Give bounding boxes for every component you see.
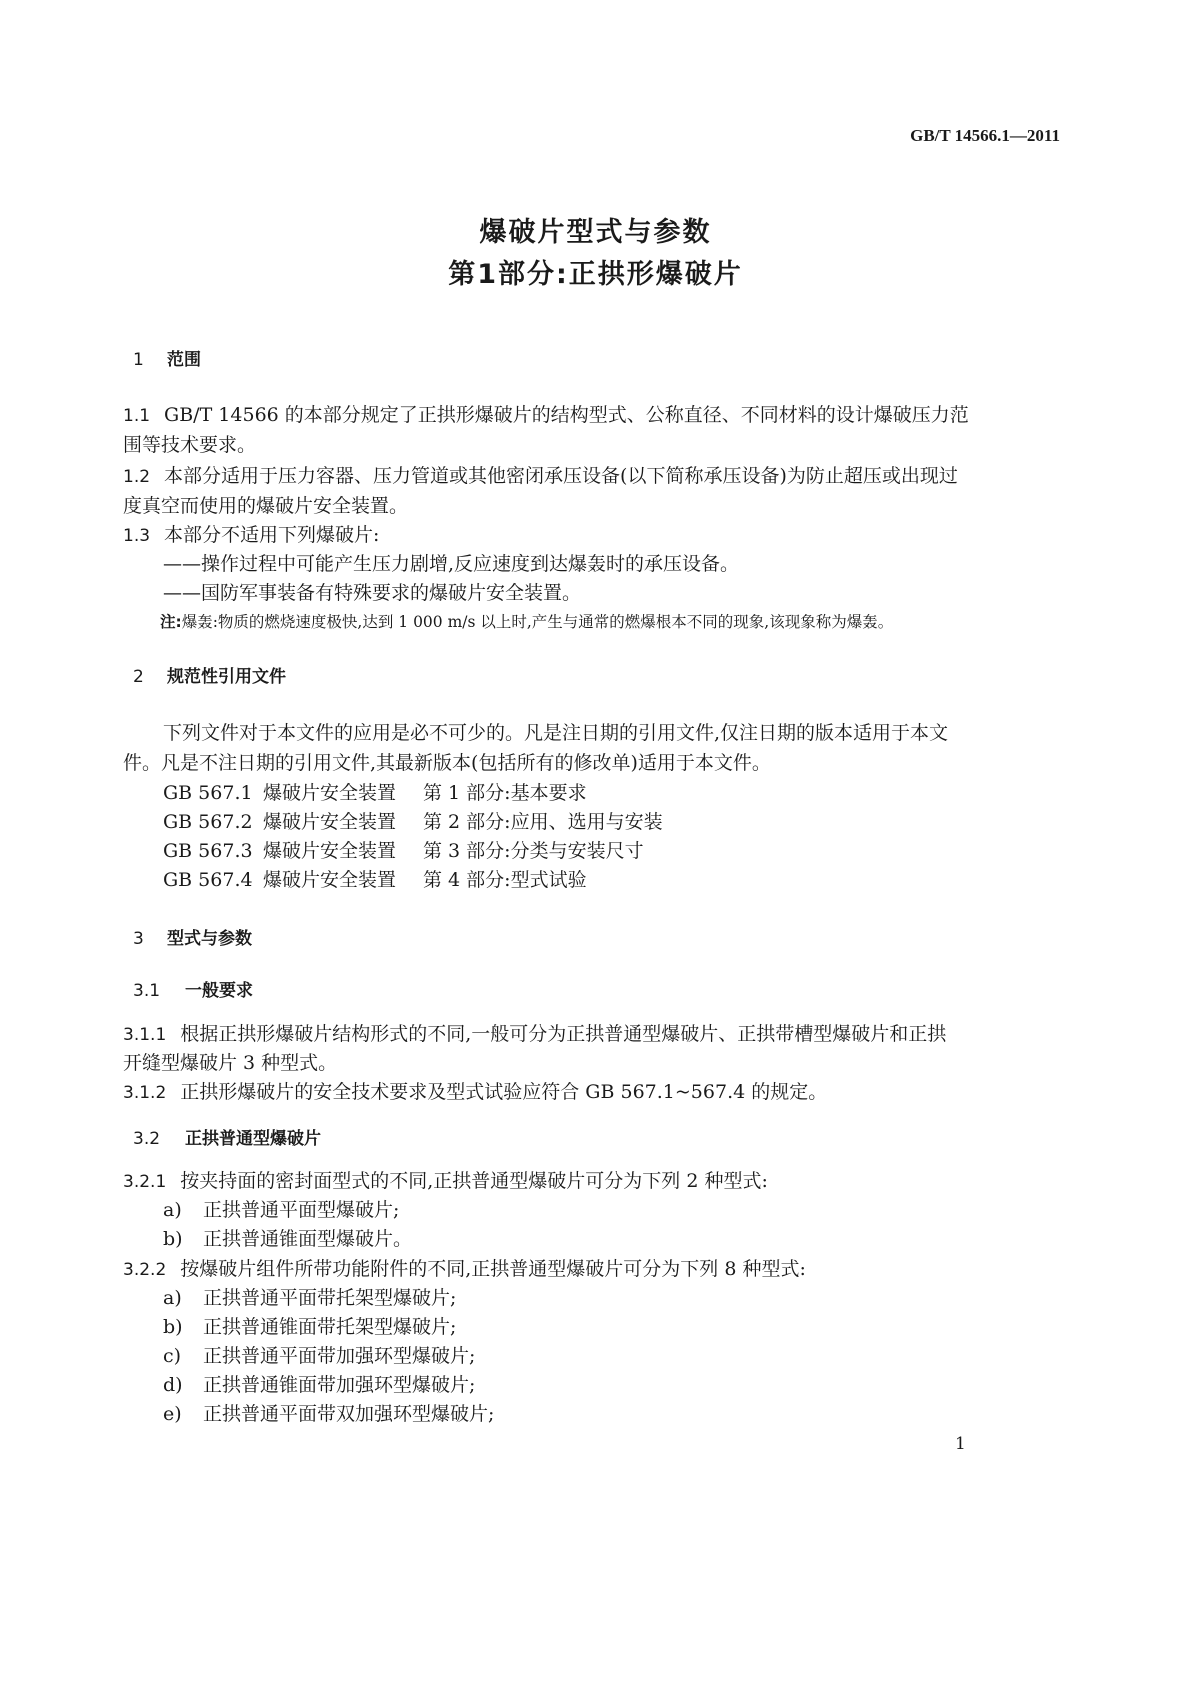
clause-text: 根据正拱形爆破片结构形式的不同,一般可分为正拱普通型爆破片、正拱带槽型爆破片和正拱 — [180, 1023, 947, 1045]
list-text: 正拱普通锥面带托架型爆破片; — [203, 1316, 457, 1338]
document-subtitle: 第1部分:正拱形爆破片 — [448, 259, 743, 290]
clause-3-2-2 — [123, 1254, 806, 1281]
document-title: 爆破片型式与参数 — [479, 217, 712, 248]
subsection-title: 正拱普通型爆破片 — [185, 1129, 321, 1149]
list-label: e) — [163, 1403, 182, 1425]
section-title: 规范性引用文件 — [167, 667, 286, 687]
clause-3-1-2 — [123, 1077, 827, 1104]
note — [160, 610, 893, 632]
references-intro-line1: 下列文件对于本文件的应用是必不可少的。凡是注日期的引用文件,仅注日期的版本适用于本文 — [163, 722, 949, 744]
list-label: b) — [163, 1228, 183, 1250]
clause-text: 按爆破片组件所带功能附件的不同,正拱普通型爆破片可分为下列 8 种型式: — [180, 1258, 806, 1280]
reference-code: GB 567.1 — [163, 782, 253, 804]
list-item — [163, 1399, 494, 1426]
subsection-3-2-heading — [133, 1124, 321, 1149]
clause-text: 本部分不适用下列爆破片: — [164, 524, 380, 546]
reference-part: 第 2 部分:应用、选用与安装 — [423, 811, 663, 833]
list-item — [163, 1283, 456, 1310]
clause-number: 1.1 — [123, 406, 151, 426]
subsection-3-1-heading — [133, 976, 253, 1001]
list-item — [163, 1312, 456, 1339]
reference-name: 爆破片安全装置 — [263, 782, 397, 804]
list-item — [163, 1370, 475, 1397]
page-number: 1 — [955, 1434, 966, 1454]
reference-name: 爆破片安全装置 — [263, 811, 397, 833]
list-label: a) — [163, 1199, 182, 1221]
note-label: 注: — [160, 613, 182, 631]
reference-code: GB 567.4 — [163, 869, 253, 891]
list-text: 正拱普通平面型爆破片; — [203, 1199, 400, 1221]
reference-item — [163, 778, 587, 805]
subsection-number: 3.1 — [133, 981, 161, 1001]
section-number: 1 — [133, 350, 144, 370]
reference-part: 第 3 部分:分类与安装尺寸 — [423, 840, 644, 862]
section-2-heading — [133, 662, 286, 687]
section-number: 3 — [133, 929, 144, 949]
dash-item-2: ——国防军事装备有特殊要求的爆破片安全装置。 — [163, 582, 582, 604]
section-3-heading — [133, 924, 252, 949]
clause-3-1-1-line1 — [123, 1019, 946, 1046]
reference-code: GB 567.2 — [163, 811, 253, 833]
reference-name: 爆破片安全装置 — [263, 869, 397, 891]
clause-1-1-line1 — [123, 400, 969, 427]
reference-part: 第 4 部分:型式试验 — [423, 869, 587, 891]
clause-text: 按夹持面的密封面型式的不同,正拱普通型爆破片可分为下列 2 种型式: — [180, 1170, 768, 1192]
reference-item — [163, 807, 663, 834]
reference-name: 爆破片安全装置 — [263, 840, 397, 862]
list-text: 正拱普通锥面型爆破片。 — [203, 1228, 413, 1250]
clause-1-2-line1 — [123, 461, 958, 488]
standard-number: GB/T 14566.1—2011 — [910, 126, 1060, 145]
clause-text: 正拱形爆破片的安全技术要求及型式试验应符合 GB 567.1~567.4 的规定。 — [180, 1081, 828, 1103]
list-text: 正拱普通平面带双加强环型爆破片; — [203, 1403, 495, 1425]
list-label: b) — [163, 1316, 183, 1338]
section-1-heading — [133, 345, 201, 370]
note-text: 爆轰:物质的燃烧速度极快,达到 1 000 m/s 以上时,产生与通常的燃爆根本不同的现象,该现象称为爆轰。 — [181, 613, 894, 631]
clause-3-1-1-line2: 开缝型爆破片 3 种型式。 — [123, 1052, 338, 1074]
clause-number: 3.2.1 — [123, 1172, 167, 1192]
clause-number: 1.3 — [123, 526, 151, 546]
section-title: 范围 — [167, 350, 201, 370]
reference-part: 第 1 部分:基本要求 — [423, 782, 587, 804]
list-item — [163, 1195, 399, 1222]
clause-number: 3.2.2 — [123, 1260, 167, 1280]
references-intro-line2: 件。凡是不注日期的引用文件,其最新版本(包括所有的修改单)适用于本文件。 — [123, 752, 771, 774]
clause-3-2-1 — [123, 1166, 768, 1193]
reference-item — [163, 865, 587, 892]
clause-number: 1.2 — [123, 467, 151, 487]
clause-number: 3.1.1 — [123, 1025, 167, 1045]
clause-text: 本部分适用于压力容器、压力管道或其他密闭承压设备(以下简称承压设备)为防止超压或出现过 — [164, 465, 958, 487]
clause-1-3 — [123, 520, 379, 547]
list-label: d) — [163, 1374, 183, 1396]
dash-item-1: ——操作过程中可能产生压力剧增,反应速度到达爆轰时的承压设备。 — [163, 553, 740, 575]
reference-code: GB 567.3 — [163, 840, 253, 862]
section-title: 型式与参数 — [167, 929, 252, 949]
list-label: c) — [163, 1345, 182, 1367]
clause-text: GB/T 14566 的本部分规定了正拱形爆破片的结构型式、公称直径、不同材料的设计爆破压力范 — [164, 404, 969, 426]
list-item — [163, 1341, 475, 1368]
list-text: 正拱普通锥面带加强环型爆破片; — [203, 1374, 476, 1396]
list-text: 正拱普通平面带托架型爆破片; — [203, 1287, 457, 1309]
reference-item — [163, 836, 644, 863]
clause-number: 3.1.2 — [123, 1083, 167, 1103]
list-item — [163, 1224, 412, 1251]
list-label: a) — [163, 1287, 182, 1309]
clause-1-2-line2: 度真空而使用的爆破片安全装置。 — [123, 495, 409, 517]
subsection-number: 3.2 — [133, 1129, 161, 1149]
subsection-title: 一般要求 — [185, 981, 253, 1001]
list-text: 正拱普通平面带加强环型爆破片; — [203, 1345, 476, 1367]
section-number: 2 — [133, 667, 144, 687]
clause-1-1-line2: 围等技术要求。 — [123, 434, 257, 456]
